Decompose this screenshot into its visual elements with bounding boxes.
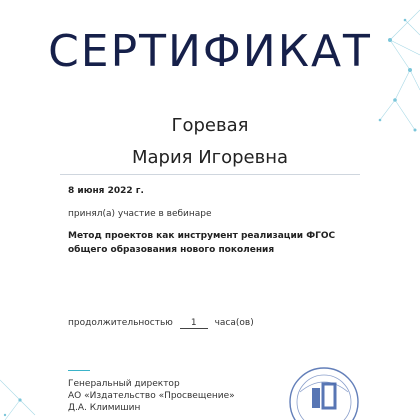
signatory-position: Генеральный директор: [68, 379, 180, 389]
webinar-topic-line: Метод проектов как инструмент реализации ФГОС: [68, 231, 336, 241]
webinar-topic-line: общего образования нового поколения: [68, 245, 275, 255]
recipient-surname: Горевая: [171, 115, 249, 136]
webinar-topic: [68, 229, 368, 257]
duration-row: [68, 318, 254, 329]
event-date: 8 июня 2022 г.: [68, 186, 144, 196]
duration-unit: часа(ов): [214, 318, 254, 328]
seal-stamp-icon: [288, 362, 360, 420]
signatory-name: Д.А. Климишин: [68, 403, 141, 413]
name-underline: [60, 174, 360, 175]
signature-accent-line: [68, 370, 90, 371]
participation-text: принял(а) участие в вебинаре: [68, 209, 212, 219]
duration-label: продолжительностью: [68, 318, 173, 328]
signatory-organization: АО «Издательство «Просвещение»: [68, 391, 235, 401]
network-decoration-icon: [0, 360, 40, 420]
recipient-name: Мария Игоревна: [131, 147, 289, 168]
certificate-title: СЕРТИФИКАТ: [48, 26, 372, 77]
duration-value: 1: [180, 318, 208, 329]
signature-block: [68, 378, 235, 414]
